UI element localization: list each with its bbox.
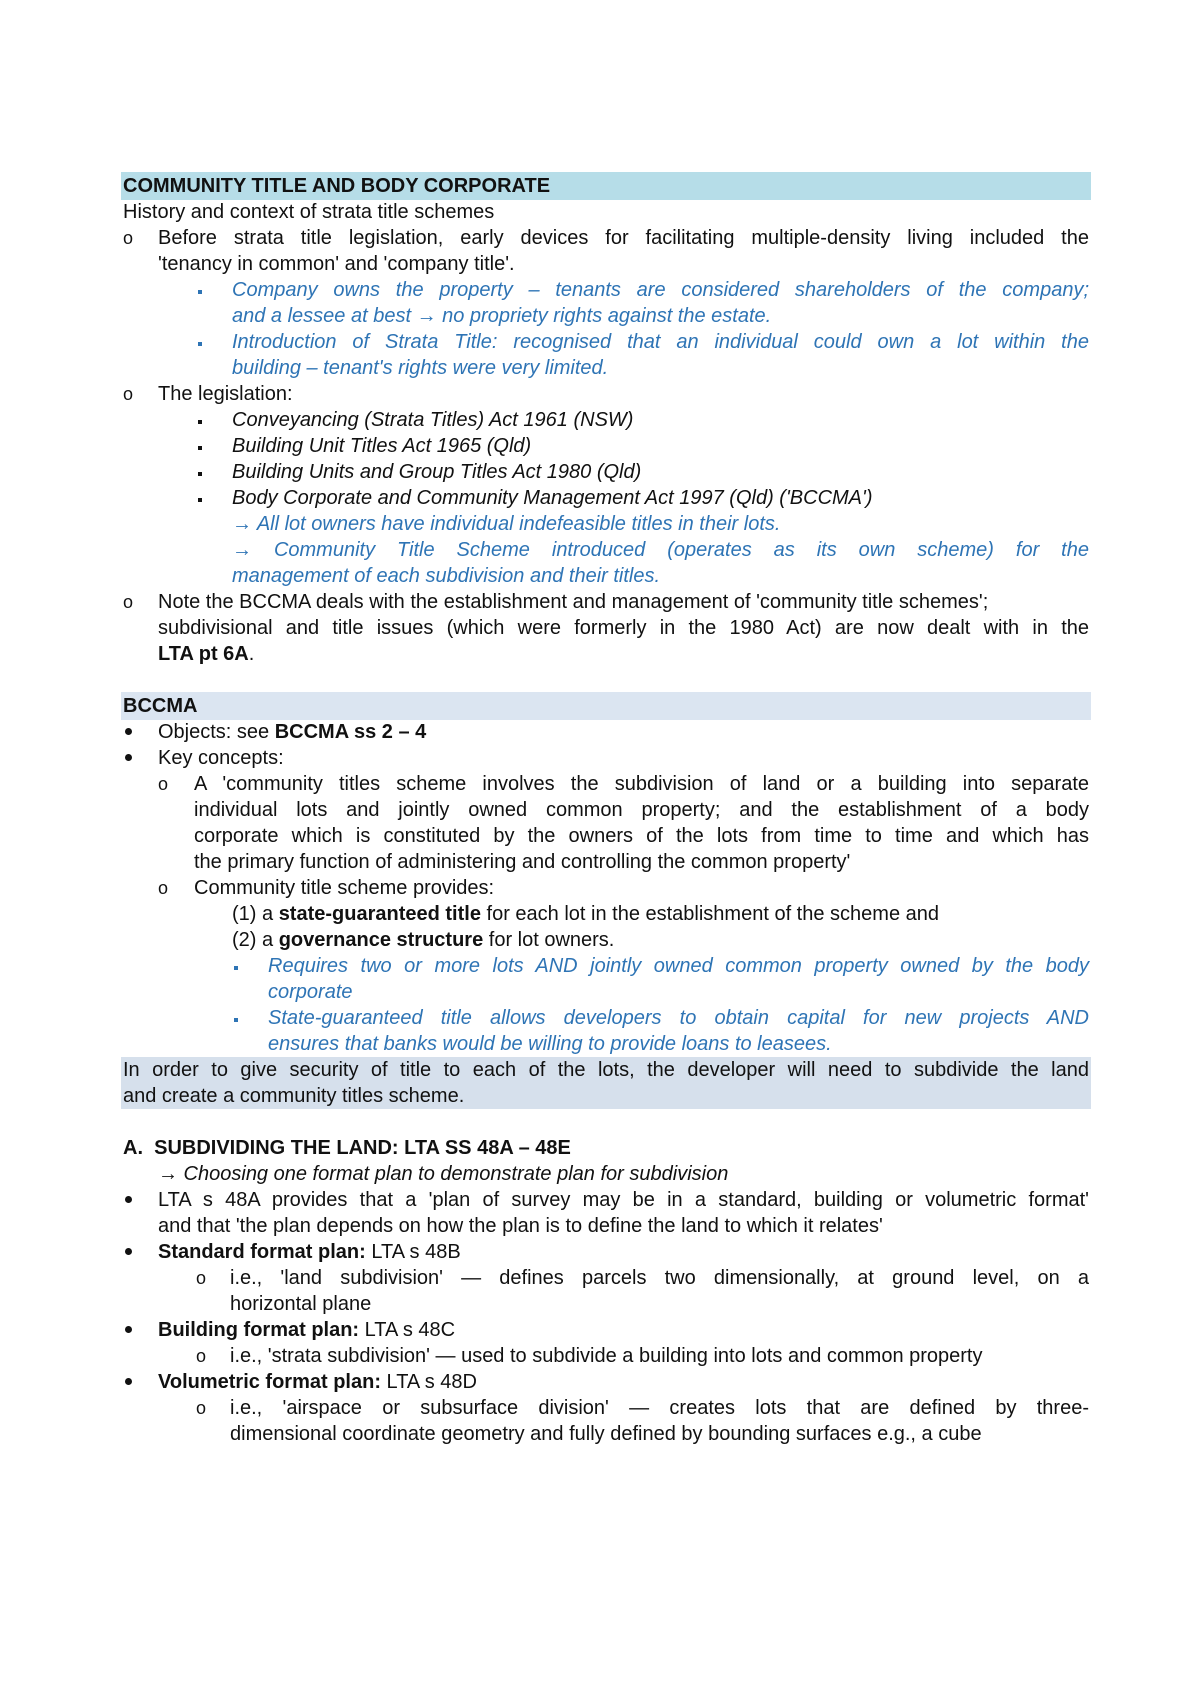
note-line: ensures that banks would be willing to provide loans to leasees. (268, 1033, 832, 1055)
summary-line: In order to give security of title to each of the lots, the developer will need to subdivide the land (123, 1059, 1089, 1081)
circle-marker: o (196, 1398, 207, 1418)
legislation-item: Building Units and Group Titles Act 1980 (Qld) (232, 461, 642, 483)
section-heading: BCCMA (123, 695, 198, 717)
plan-type: Building format plan: (158, 1319, 360, 1341)
bullet-dot (125, 1248, 132, 1255)
square-bullet (234, 1018, 238, 1022)
plan-reference: LTA s 48D (381, 1371, 477, 1393)
section-heading: A. SUBDIVIDING THE LAND: LTA SS 48A – 48E (123, 1137, 571, 1159)
note-line: → Community Title Scheme introduced (operates as its own scheme) for the (232, 539, 1089, 561)
paragraph-line (158, 1369, 477, 1395)
square-bullet (198, 420, 202, 424)
definition-line: individual lots and jointly owned common property; and the establishment of a body (194, 799, 1089, 821)
definition-line: A 'community titles scheme involves the subdivision of land or a building into separate (194, 773, 1089, 795)
paragraph-line: horizontal plane (230, 1293, 372, 1315)
section-subheading: History and context of strata title schemes (123, 201, 495, 223)
note-line: State-guaranteed title allows developers to obtain capital for new projects AND (268, 1007, 1089, 1029)
paragraph-line: Note the BCCMA deals with the establishment and management of 'community title schemes'; (158, 591, 989, 613)
punctuation: . (248, 643, 255, 665)
section-heading: COMMUNITY TITLE AND BODY CORPORATE (123, 175, 551, 197)
legislation-item: Body Corporate and Community Management Act 1997 (Qld) ('BCCMA') (232, 487, 873, 509)
paragraph-line: subdivisional and title issues (which were formerly in the 1980 Act) are now dealt with in the (158, 617, 1089, 639)
square-bullet (198, 342, 202, 346)
provision-number: (1) a (232, 903, 279, 925)
objects-prefix: Objects: see (158, 721, 275, 743)
paragraph-line (158, 641, 254, 667)
plan-reference: LTA s 48C (359, 1319, 456, 1341)
paragraph-line: 'tenancy in common' and 'company title'. (158, 253, 515, 275)
legislation-item: Conveyancing (Strata Titles) Act 1961 (NSW) (232, 409, 634, 431)
paragraph-line: i.e., 'strata subdivision' — used to subdivide a building into lots and common property (230, 1345, 983, 1367)
paragraph-line: i.e., 'airspace or subsurface division' — creates lots that are defined by three- (230, 1397, 1089, 1419)
bold-reference: LTA pt 6A (158, 643, 249, 665)
plan-type: Volumetric format plan: (158, 1371, 381, 1393)
square-bullet (198, 446, 202, 450)
square-bullet (198, 290, 202, 294)
paragraph-line (158, 1239, 461, 1265)
note-line: and a lessee at best → no propriety rights against the estate. (232, 305, 772, 327)
bullet-dot (125, 1378, 132, 1385)
circle-marker: o (123, 384, 134, 404)
paragraph-line: and that 'the plan depends on how the plan is to define the land to which it relates' (158, 1215, 883, 1237)
provision-line (232, 927, 614, 953)
paragraph-line: Before strata title legislation, early devices for facilitating multiple-density living included the (158, 227, 1089, 249)
note-line: management of each subdivision and their titles. (232, 565, 661, 587)
square-bullet (198, 472, 202, 476)
note-line: Introduction of Strata Title: recognised that an individual could own a lot within the (232, 331, 1089, 353)
circle-marker: o (158, 774, 169, 794)
circle-marker: o (196, 1268, 207, 1288)
circle-marker: o (158, 878, 169, 898)
plan-type: Standard format plan: (158, 1241, 366, 1263)
note-line: Requires two or more lots AND jointly owned common property owned by the body (268, 955, 1089, 977)
bullet-dot (125, 1196, 132, 1203)
arrow-note: → Choosing one format plan to demonstrate plan for subdivision (158, 1163, 729, 1185)
definition-line: corporate which is constituted by the owners of the lots from time to time and which has (194, 825, 1089, 847)
note-line: corporate (268, 981, 353, 1003)
paragraph-line: i.e., 'land subdivision' — defines parcels two dimensionally, at ground level, on a (230, 1267, 1089, 1289)
provision-text: for lot owners. (483, 929, 615, 951)
paragraph-line: dimensional coordinate geometry and fully defined by bounding surfaces e.g., a cube (230, 1423, 982, 1445)
square-bullet (234, 966, 238, 970)
bullet-dot (125, 728, 132, 735)
circle-marker: o (123, 228, 134, 248)
bullet-dot (125, 1326, 132, 1333)
bullet-dot (125, 754, 132, 761)
summary-line: and create a community titles scheme. (123, 1085, 465, 1107)
provision-line (232, 901, 939, 927)
bold-reference: BCCMA ss 2 – 4 (274, 721, 427, 743)
definition-line: the primary function of administering and controlling the common property' (194, 851, 851, 873)
bold-term: state-guaranteed title (278, 903, 481, 925)
paragraph-line (158, 1317, 455, 1343)
paragraph-line: LTA s 48A provides that a 'plan of survey may be in a standard, building or volumetric format' (158, 1189, 1089, 1211)
plan-reference: LTA s 48B (365, 1241, 461, 1263)
paragraph-line: The legislation: (158, 383, 293, 405)
heading-highlight (121, 692, 1091, 720)
bold-term: governance structure (278, 929, 484, 951)
paragraph-line (158, 719, 426, 745)
circle-marker: o (196, 1346, 207, 1366)
legislation-item: Building Unit Titles Act 1965 (Qld) (232, 435, 532, 457)
square-bullet (198, 498, 202, 502)
circle-marker: o (123, 592, 134, 612)
note-line: Company owns the property – tenants are considered shareholders of the company; (232, 279, 1089, 301)
paragraph-line: Key concepts: (158, 747, 284, 769)
provision-text: for each lot in the establishment of the scheme and (480, 903, 939, 925)
note-line: → All lot owners have individual indefeasible titles in their lots. (232, 513, 781, 535)
note-line: building – tenant's rights were very limited. (232, 357, 609, 379)
paragraph-line: Community title scheme provides: (194, 877, 495, 899)
provision-number: (2) a (232, 929, 279, 951)
